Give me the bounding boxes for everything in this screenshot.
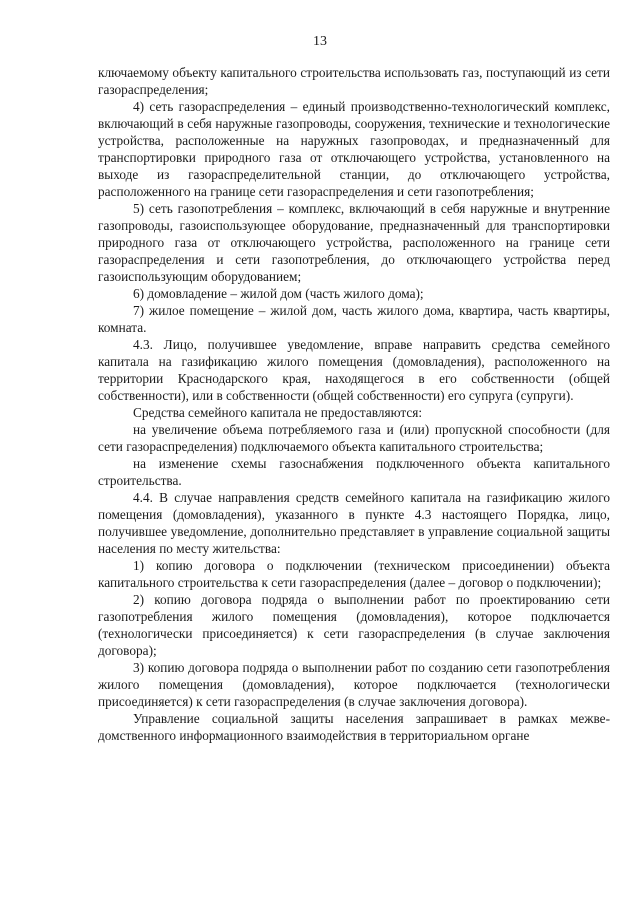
- paragraph-not-provided-a: на увеличение объема потребляемого газа и (или) пропускной способности (для сети газораспределения) подключаемого объекта капитального строительства;: [98, 422, 610, 454]
- paragraph-4-4-item-1: 1) копию договора о подключении (техническом присоединении) объекта капитального строительства к сети газораспределения (далее – договор о подключении);: [98, 558, 610, 590]
- paragraph-item-6: 6) домовладение – жилой дом (часть жилого дома);: [133, 286, 424, 301]
- page-number: 13: [313, 34, 327, 49]
- paragraph-not-provided: Средства семейного капитала не предоставляются:: [133, 405, 423, 420]
- paragraph-4-3: 4.3. Лицо, получившее уведомление, вправе направить средства семейного капитала на газификацию жилого помещения (домовладения), расположенного на территории Краснодарского края, находящегося в его собственности (общей собственности), или в собственности (общей собственности) его супруга (супруги).: [98, 337, 610, 403]
- paragraph-social-protection: Управление социальной защиты населения запрашивает в рамках межведомственного информационного взаимодействия в территориальном органе: [98, 711, 610, 743]
- paragraph-4-4-item-3: 3) копию договора подряда о выполнении работ по созданию сети газопотребления жилого помещения (домовладения), которое подключается (технологически присоединяется) к сети газораспределения (в случае заключения договора).: [98, 660, 610, 709]
- paragraph-continuation: ключаемому объекту капитального строительства использовать газ, поступающий из сети газораспределения;: [98, 65, 610, 97]
- paragraph-item-5: 5) сеть газопотребления – комплекс, включающий в себя наружные и внутренние газопроводы, газоиспользующее оборудование, предназначенный для транспортировки природного газа от отключающего устройства, расположенного на границе сети газораспределения и сети газопотребления, до отключающего устройства перед газоиспользующим оборудованием;: [98, 201, 610, 284]
- paragraph-4-4: 4.4. В случае направления средств семейного капитала на газификацию жилого помещения (домовладения), указанного в пункте 4.3 настоящего Порядка, лицо, получившее уведомление, дополнительно представляет в управление социальной защиты населения по месту жительства:: [98, 490, 610, 556]
- paragraph-item-4: 4) сеть газораспределения – единый производственно-технологический комплекс, включающий в себя наружные газопроводы, сооружения, технические и технологические устройства, расположенные на наружных газопроводах, и предназначенный для транспортировки природного газа от отключающего устройства, установленного на выходе из газораспределительной станции, до отключающего устройства, расположенного на границе сети газораспределения и сети газопотребления;: [98, 99, 610, 199]
- paragraph-not-provided-b: на изменение схемы газоснабжения подключенного объекта капитального строительства.: [98, 456, 610, 488]
- paragraph-4-4-item-2: 2) копию договора подряда о выполнении работ по проектированию сети газопотребления жилого помещения (домовладения), которое подключается (технологически присоединяется) к сети газораспределения (в случае заключения договора);: [98, 592, 610, 658]
- document-body: [98, 64, 610, 744]
- paragraph-item-7: 7) жилое помещение – жилой дом, часть жилого дома, квартира, часть квартиры, комната.: [98, 303, 610, 335]
